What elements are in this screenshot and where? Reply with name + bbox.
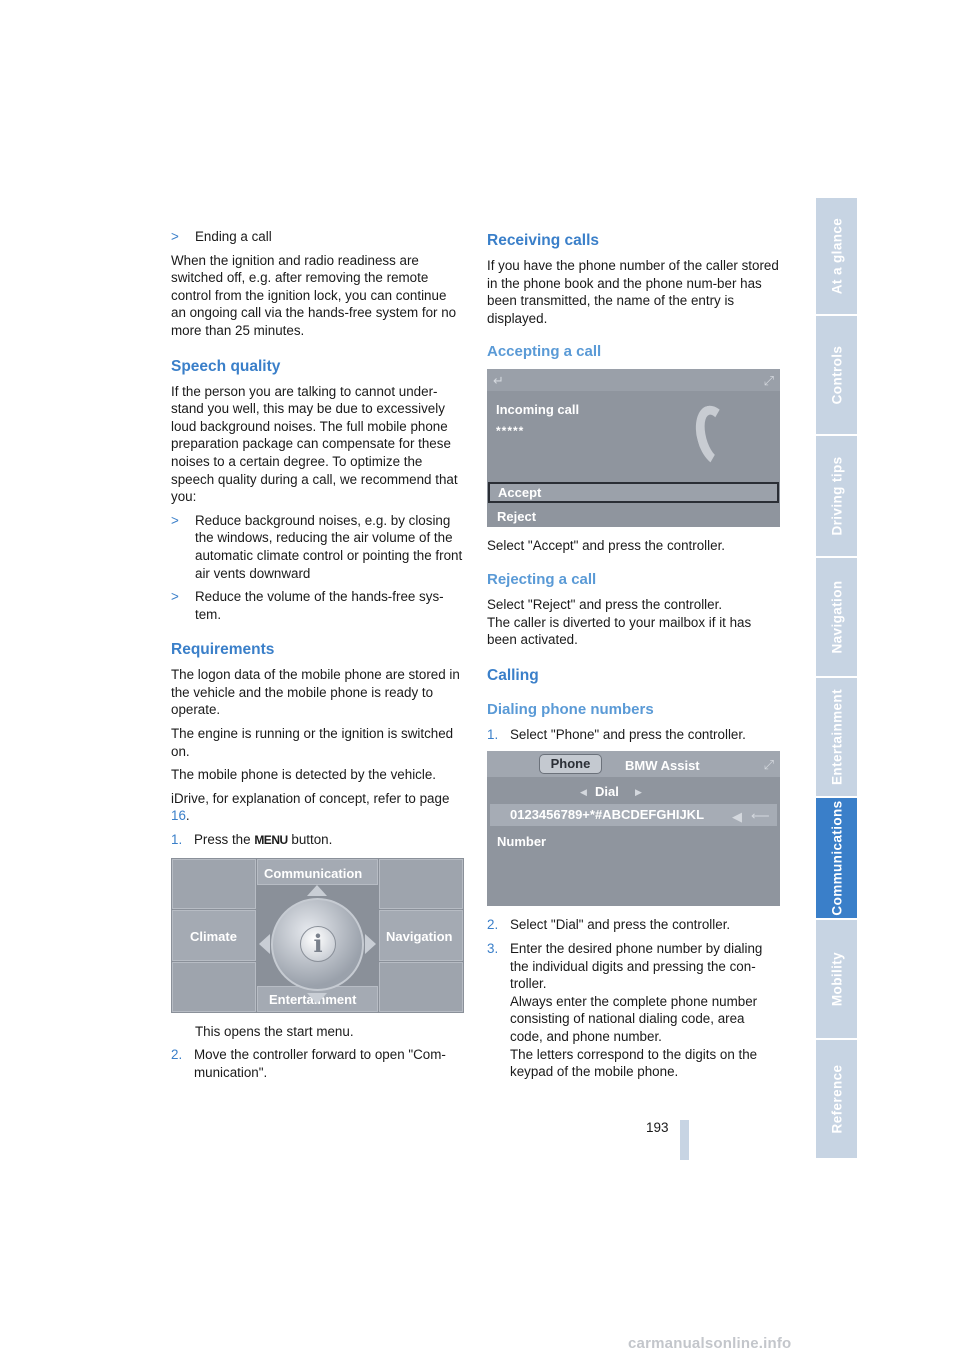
- handset-icon: [690, 402, 741, 471]
- heading-receiving-calls: Receiving calls: [487, 232, 600, 249]
- accept-option: Accept: [488, 482, 779, 503]
- bullet-item: > Reduce background noises, e.g. by closing the windows, reducing the air volume of the automatic climate control or pointing the front air vents downward: [171, 512, 463, 581]
- tab-communications[interactable]: Communications: [816, 798, 857, 920]
- incoming-call-screenshot: [487, 369, 780, 527]
- heading-requirements: Requirements: [171, 641, 275, 659]
- caller-id: *****: [496, 424, 525, 439]
- phone-dial-screenshot: [487, 751, 780, 906]
- paragraph-detected: The mobile phone is detected by the vehicle.: [171, 767, 437, 783]
- arrow-up-icon: [307, 885, 327, 896]
- menu-entertainment: Entertainment: [269, 991, 357, 1007]
- paragraph-ignition: When the ignition and radio readiness are switched off, e.g. after removing the remote control from the ignition lock, you can continue an ongoing call via the hands-free system for no more than 25 minutes.: [171, 252, 457, 338]
- tab-driving-tips[interactable]: Driving tips: [816, 436, 857, 558]
- arrow-left-icon: [259, 934, 270, 954]
- step-item: 2. Select "Dial" and press the controller.: [487, 917, 731, 933]
- heading-speech-quality: Speech quality: [171, 357, 281, 375]
- step-item: 3. Enter the desired phone number by dialing the individual digits and pressing the con-troller. Always enter the complete phone number consisting of national dialing code, area code, and phone number. The letters correspond to the digits on the keypad of the mobile phone.: [487, 940, 763, 1080]
- arrow-right-icon: [365, 934, 376, 954]
- menu-climate: Climate: [190, 928, 237, 944]
- tab-reference[interactable]: Reference: [816, 1040, 857, 1160]
- number-field: Number: [497, 834, 547, 850]
- dial-label: Dial: [595, 784, 619, 800]
- paragraph-logon: The logon data of the mobile phone are stored in the vehicle and the mobile phone is ready to operate.: [171, 667, 460, 718]
- page-link[interactable]: 16: [171, 808, 186, 824]
- info-icon: i: [300, 926, 336, 962]
- paragraph-receiving: If you have the phone number of the caller stored in the phone book and the phone num-ber has been transmitted, the name of the entry is displayed.: [487, 258, 779, 326]
- digit-speller: 0123456789+*#ABCDEFGHIJKL: [490, 804, 777, 826]
- tab-navigation[interactable]: Navigation: [816, 558, 857, 678]
- bullet-text: Ending a call: [195, 229, 272, 244]
- tab-phone: Phone: [539, 754, 602, 774]
- delete-icon: ◀: [732, 809, 742, 825]
- page-number: 193: [646, 1120, 669, 1135]
- page-marker: [680, 1120, 689, 1160]
- paragraph-engine: The engine is running or the ignition is switched on.: [171, 726, 454, 759]
- arrow-down-icon: [307, 993, 327, 1004]
- heading-dialing: Dialing phone numbers: [487, 700, 654, 718]
- paragraph-opens-menu: This opens the start menu.: [195, 1023, 354, 1039]
- bullet-text: Reduce the volume of the hands-free sys-tem.: [195, 589, 444, 622]
- bullet-item: > Reduce the volume of the hands-free sys-tem.: [171, 588, 463, 623]
- start-menu-screenshot: [171, 858, 464, 1013]
- paragraph-accept: Select "Accept" and press the controller.: [487, 538, 726, 554]
- paragraph-idrive: iDrive, for explanation of concept, refer to page 16.: [171, 790, 450, 824]
- paragraph-mailbox: The caller is diverted to your mailbox if it has been activated.: [487, 614, 752, 648]
- back-icon: ↵: [493, 373, 504, 389]
- tab-controls[interactable]: Controls: [816, 316, 857, 436]
- left-column: [171, 228, 463, 1087]
- step-item: 2. Move the controller forward to open "Com-munication".: [171, 1047, 446, 1080]
- backspace-icon: ⟵: [751, 808, 770, 824]
- call-title: Incoming call: [496, 402, 580, 418]
- reject-option: Reject: [497, 509, 537, 525]
- tab-at-a-glance[interactable]: At a glance: [816, 198, 857, 316]
- menu-navigation: Navigation: [386, 928, 453, 944]
- paragraph-speech: If the person you are talking to cannot under-stand you well, this may be due to excessively loud background noises. The full mobile phone preparation package can compensate for these noises to a certain degree. To optimize the speech quality during a call, we recommend that you:: [171, 383, 458, 505]
- chevron-right-icon: ▶: [635, 787, 642, 798]
- bullet-item: > Ending a call: [171, 228, 463, 246]
- step-item: 1. Select "Phone" and press the controller.: [487, 726, 746, 742]
- heading-rejecting-call: Rejecting a call: [487, 570, 597, 588]
- paragraph-reject: Select "Reject" and press the controller.: [487, 596, 723, 612]
- right-column: [487, 228, 779, 1087]
- bullet-text: Reduce background noises, e.g. by closing the windows, reducing the air volume of the automatic climate control or pointing the front air vents downward: [195, 512, 463, 581]
- resize-icon: ⤢: [763, 373, 774, 389]
- resize-icon: ⤢: [763, 757, 774, 773]
- tab-bmw-assist: BMW Assist: [625, 758, 700, 774]
- heading-calling: Calling: [487, 666, 539, 684]
- chevron-left-icon: ◀: [580, 787, 587, 798]
- tab-entertainment[interactable]: Entertainment: [816, 678, 857, 798]
- heading-accepting-call: Accepting a call: [487, 343, 602, 361]
- step-item: 1. Press the MENU button.: [171, 832, 333, 848]
- footer-watermark: carmanualsonline.info: [628, 1335, 792, 1352]
- menu-key-icon: MENU: [254, 833, 288, 848]
- controller-dial: [271, 898, 364, 991]
- menu-communication: Communication: [264, 865, 363, 881]
- tab-mobility[interactable]: Mobility: [816, 920, 857, 1040]
